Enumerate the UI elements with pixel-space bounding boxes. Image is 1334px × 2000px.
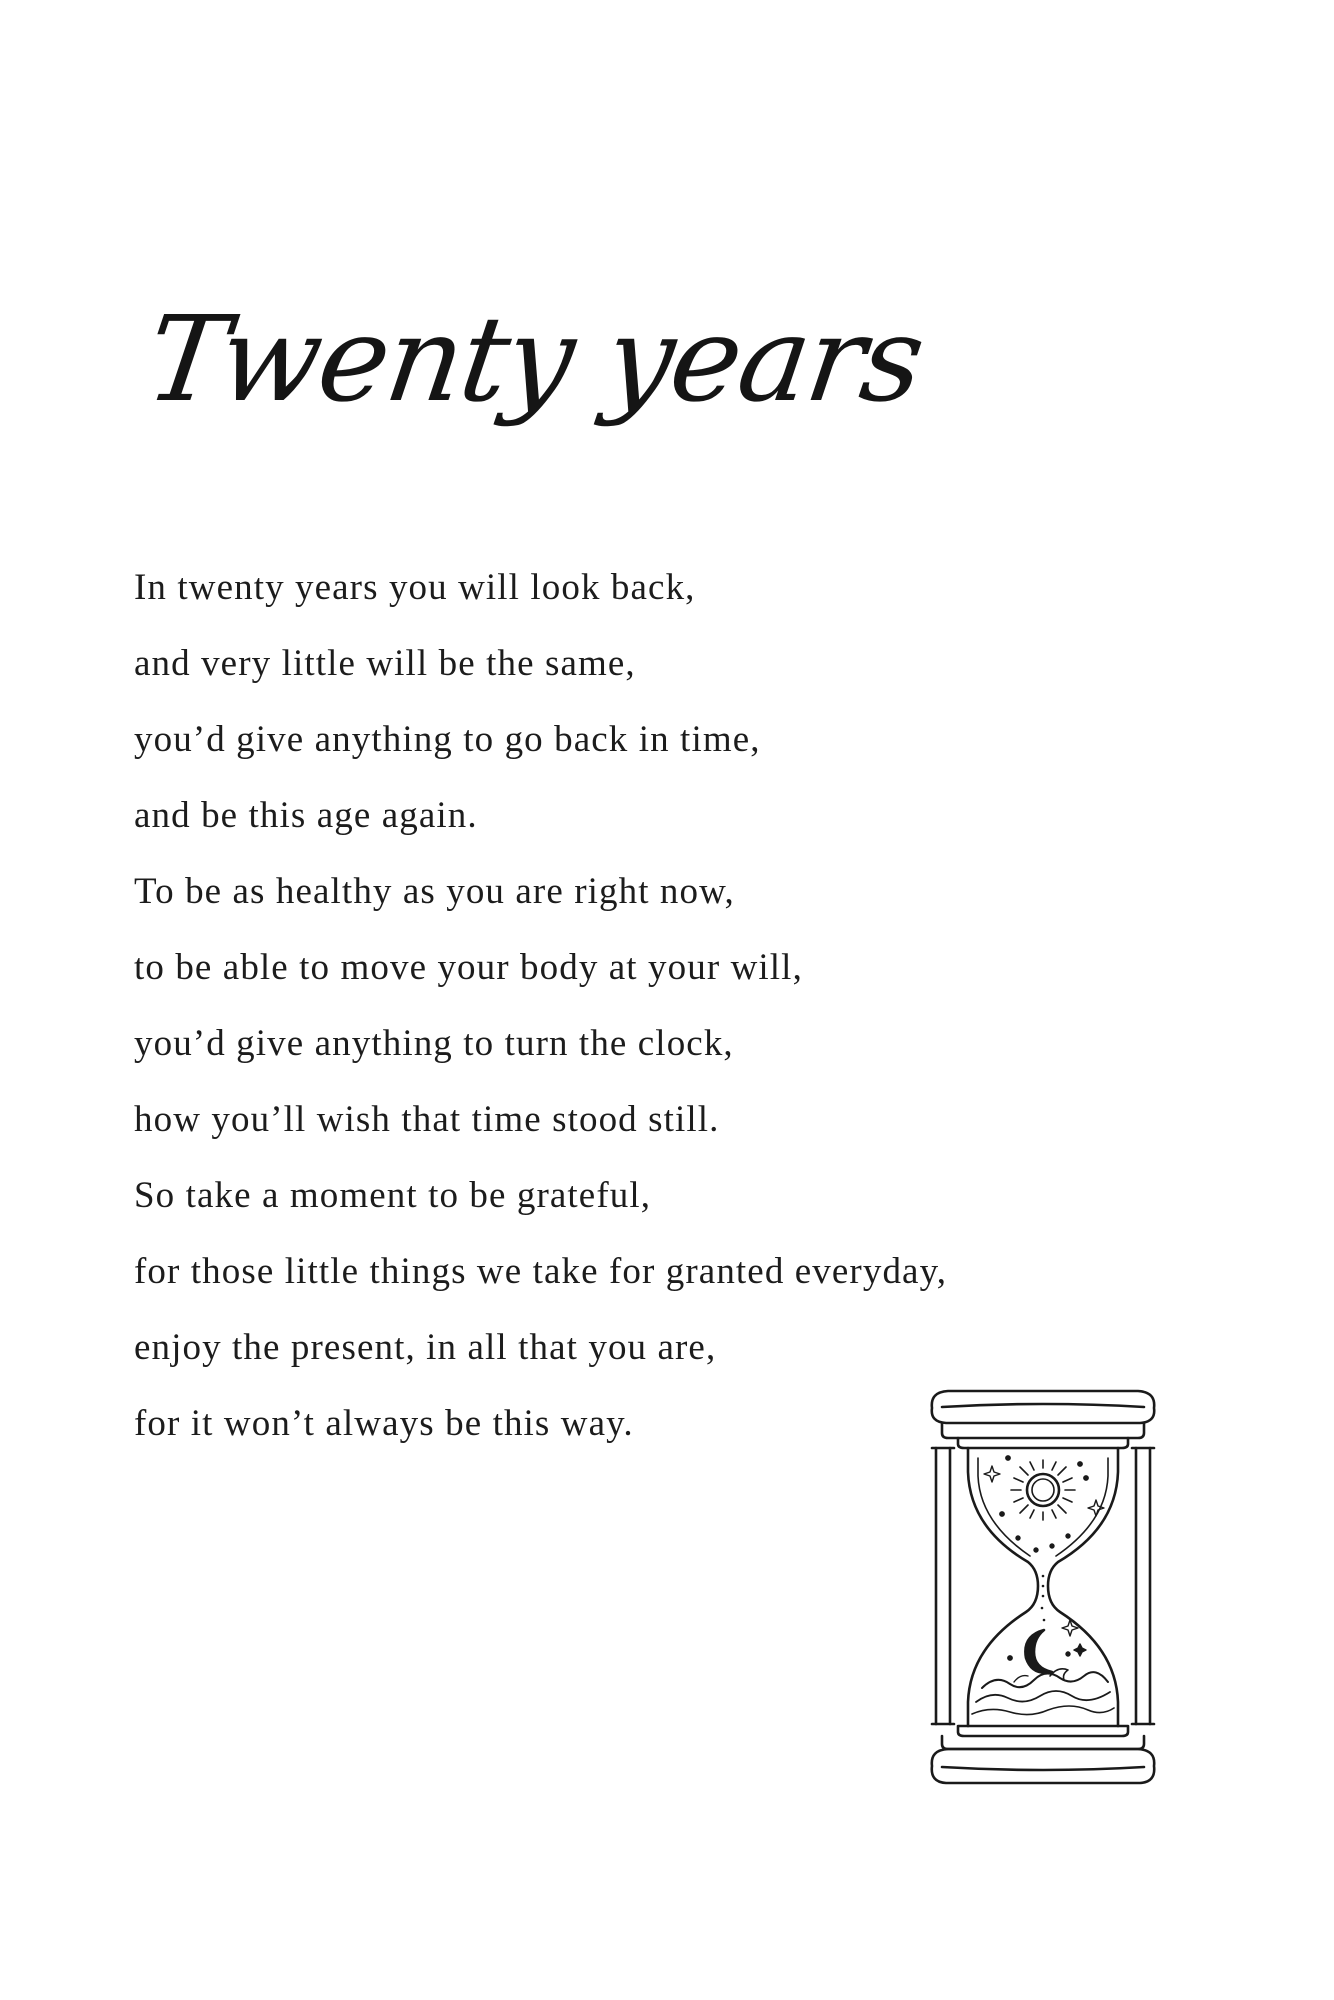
poem-line: enjoy the present, in all that you are, — [134, 1327, 717, 1368]
poem-line: you’d give anything to turn the clock, — [134, 1023, 734, 1064]
poem-line: how you’ll wish that time stood still. — [134, 1099, 720, 1140]
poem-body — [134, 550, 947, 1462]
poem-title: Twenty years — [138, 290, 931, 428]
poem-line: for those little things we take for granted everyday, — [134, 1251, 948, 1292]
poem-line: and be this age again. — [134, 795, 478, 836]
poem-line: and very little will be the same, — [134, 643, 636, 684]
poem-line: to be able to move your body at your will, — [134, 947, 803, 988]
hourglass-icon — [918, 1386, 1168, 1788]
poem-line: for it won’t always be this way. — [134, 1403, 634, 1444]
poem-line: So take a moment to be grateful, — [134, 1175, 652, 1216]
poem-line: In twenty years you will look back, — [134, 567, 696, 608]
poem-line: To be as healthy as you are right now, — [134, 871, 735, 912]
poem-line: you’d give anything to go back in time, — [134, 719, 761, 760]
